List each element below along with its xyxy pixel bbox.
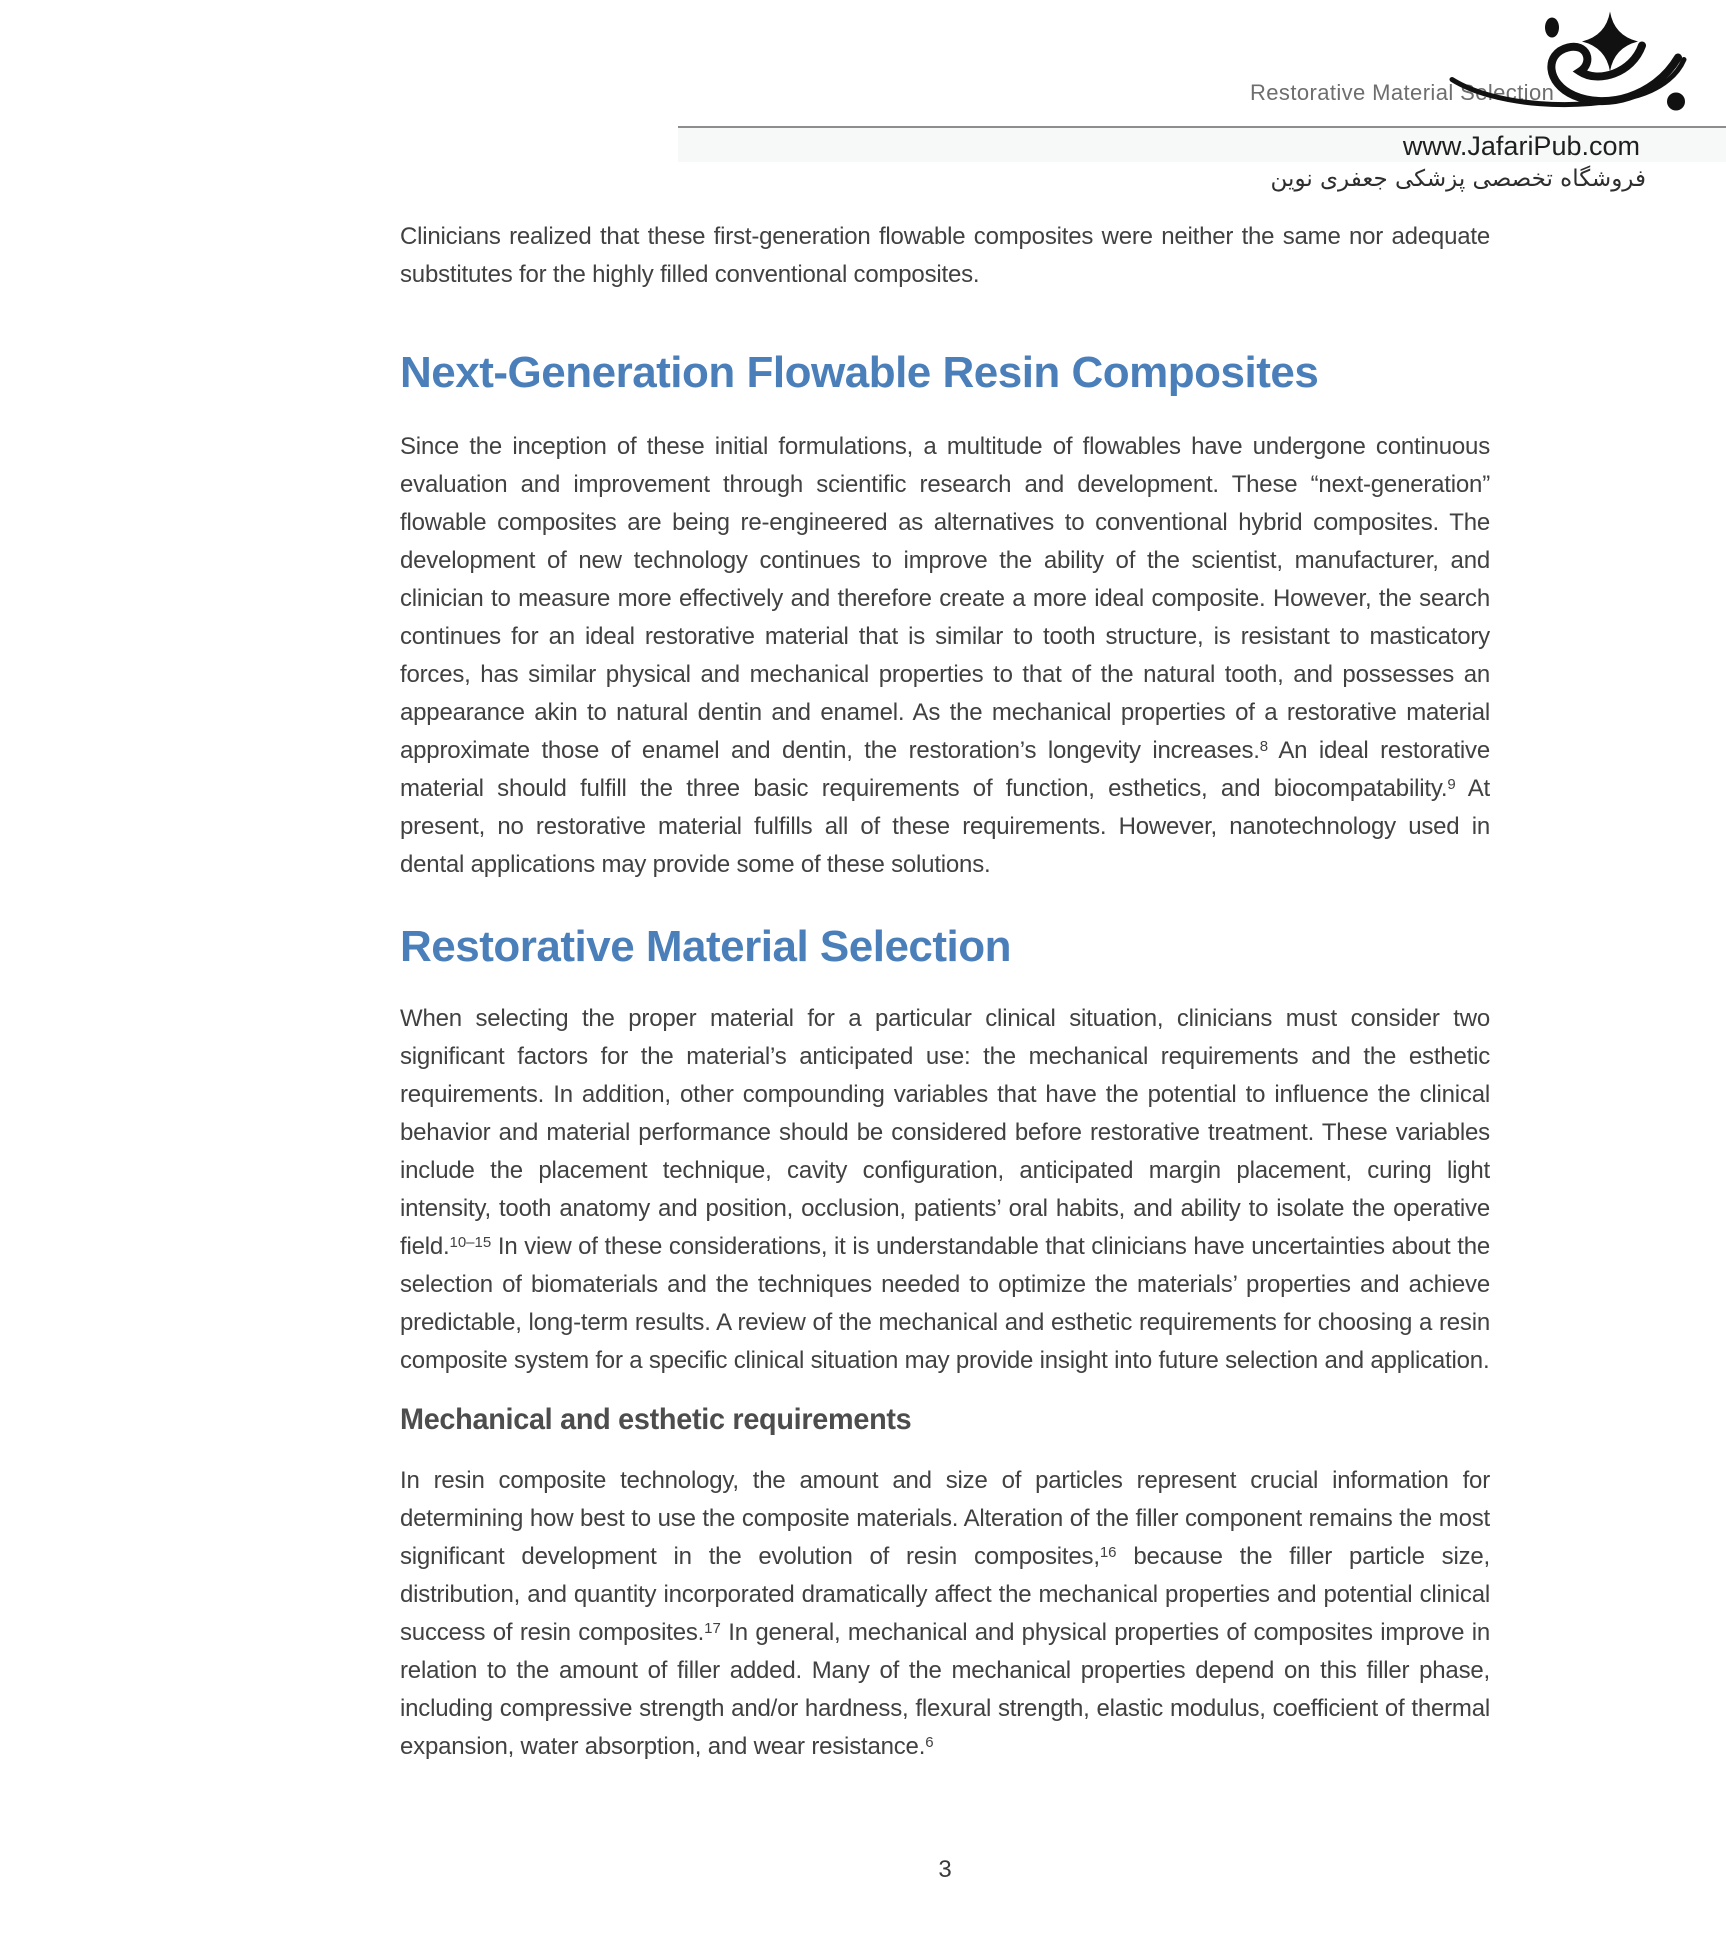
section-paragraph-next-generation: Since the inception of these initial formulations, a multitude of flowables have undergone continuous evaluation and improvement through scientific research and development. These “next-generation” flowable composites are being re-engineered as alternatives to conventional hybrid composites. The development of new technology continues to improve the ability of the scientist, manufacturer, and clinician to measure more effectively and therefore create a more ideal composite. However, the search continues for an ideal restorative material that is similar to tooth structure, is resistant to masticatory forces, has similar physical and mechanical properties to that of the natural tooth, and possesses an appearance akin to natural dentin and enamel. As the mechanical properties of a restorative material approximate those of enamel and dentin, the restoration’s longevity increases.$^8$ An ideal restorative material should fulfill the three basic requirements of function, esthetics, and biocompatability.$^9$ At present, no restorative material fulfills all of these requirements. However, nanotechnology used in dental applications may provide some of these solutions. — [400, 433, 1491, 878]
publisher-store-name-farsi: فروشگاه تخصصی پزشکی جعفری نوین — [1270, 166, 1646, 192]
header-divider-line — [678, 126, 1726, 128]
subsection-heading-mechanical-esthetic: Mechanical and esthetic requirements — [400, 1403, 912, 1436]
section-heading-next-generation-flowables: Next-Generation Flowable Resin Composites — [400, 348, 1319, 397]
publisher-website-text: www.JafariPub.com — [1402, 131, 1640, 161]
section-heading-restorative-material-selection: Restorative Material Selection — [400, 922, 1012, 971]
section-paragraph-restorative-selection: When selecting the proper material for a particular clinical situation, clinicians must consider two significant factors for the material’s anticipated use: the mechanical requirements and the esthetic requirements. In addition, other compounding variables that have the potential to influence the clinical behavior and material performance should be considered before restorative treatment. These variables include the placement technique, cavity configuration, anticipated margin placement, curing light intensity, tooth anatomy and position, occlusion, patients’ oral habits, and ability to isolate the operative field.$^{10-15}$ In view of these considerations, it is understandable that clinicians have uncertainties about the selection of biomaterials and the techniques needed to optimize the materials’ properties and achieve predictable, long-term results. A review of the mechanical and esthetic requirements for choosing a resin composite system for a specific clinical situation may provide insight into future selection and application. — [400, 1005, 1490, 1374]
subsection-paragraph-mechanical-esthetic: In resin composite technology, the amount and size of particles represent crucial information for determining how best to use the composite materials. Alteration of the filler component remains the most significant development in the evolution of resin composites,$^{16}$ because the filler particle size, distribution, and quantity incorporated dramatically affect the mechanical properties and potential clinical success of resin composites.$^{17}$ In general, mechanical and physical properties of composites improve in relation to the amount of filler added. Many of the mechanical properties depend on this filler phase, including compressive strength and/or hardness, flexural strength, elastic modulus, coefficient of thermal expansion, water absorption, and wear resistance.$^6$ — [400, 1467, 1490, 1760]
page-content — [400, 218, 1490, 1766]
publisher-calligraphy-logo-icon — [1440, 10, 1690, 118]
intro-paragraph: Clinicians realized that these first-generation flowable composites were neither the same nor adequate substitutes for the highly filled conventional composites. — [400, 223, 1490, 288]
page-number: 3 — [938, 1856, 952, 1883]
running-header-title: Restorative Material Selection — [1250, 80, 1555, 105]
